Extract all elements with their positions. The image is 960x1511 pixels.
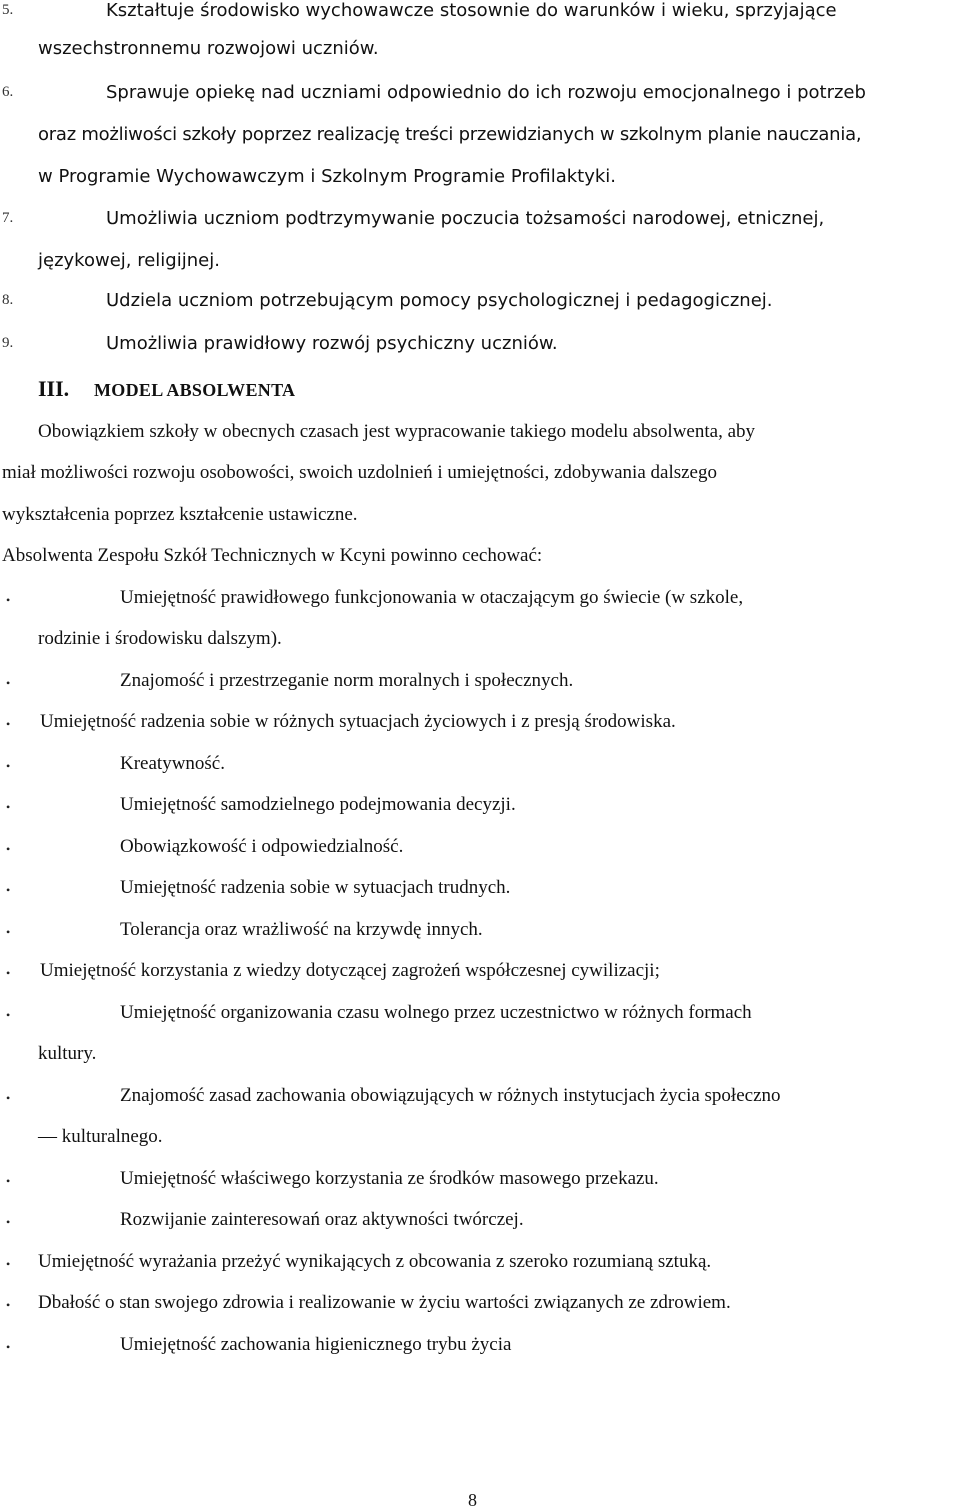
bullet-icon: • bbox=[6, 966, 11, 980]
list-item-line: wszechstronnemu rozwojowi uczniów. bbox=[38, 38, 379, 59]
list-item-line: Kształtuje środowisko wychowawcze stosownie do warunków i wieku, sprzyjające bbox=[106, 0, 837, 21]
bullet-icon: • bbox=[6, 1215, 11, 1229]
bullet-icon: • bbox=[6, 1298, 11, 1312]
bullet-icon: • bbox=[6, 1091, 11, 1105]
page-number: 8 bbox=[468, 1490, 477, 1510]
bullet-item-line: Znajomość zasad zachowania obowiązujących w różnych instytucjach życia społeczno bbox=[120, 1085, 781, 1106]
bullet-icon: • bbox=[6, 717, 11, 731]
list-item-line: Umożliwia uczniom podtrzymywanie poczucia tożsamości narodowej, etnicznej, bbox=[106, 208, 825, 229]
paragraph-line: wykształcenia poprzez kształcenie ustawiczne. bbox=[2, 504, 358, 525]
list-item-line: w Programie Wychowawczym i Szkolnym Programie Profilaktyki. bbox=[38, 166, 617, 187]
list-item-line: Sprawuje opiekę nad uczniami odpowiednio do ich rozwoju emocjonalnego i potrzeb bbox=[106, 82, 866, 103]
bullet-item-line: Znajomość i przestrzeganie norm moralnych i społecznych. bbox=[120, 670, 574, 691]
bullet-icon: • bbox=[6, 593, 11, 607]
bullet-item-line: Umiejętność radzenia sobie w sytuacjach trudnych. bbox=[120, 877, 511, 898]
list-item-line: Umożliwia prawidłowy rozwój psychiczny uczniów. bbox=[106, 333, 558, 354]
bullet-item-line: Rozwijanie zainteresowań oraz aktywności twórczej. bbox=[120, 1209, 524, 1230]
paragraph-line: miał możliwości rozwoju osobowości, swoich uzdolnień i umiejętności, zdobywania dalszego bbox=[2, 462, 717, 483]
list-number: 7. bbox=[2, 210, 14, 226]
bullet-icon: • bbox=[6, 1174, 11, 1188]
list-number: 9. bbox=[2, 335, 14, 351]
section-title: MODEL ABSOLWENTA bbox=[94, 380, 296, 400]
list-number: 6. bbox=[2, 84, 14, 100]
bullet-item-line: Umiejętność wyrażania przeżyć wynikających z obcowania z szeroko rozumianą sztuką. bbox=[38, 1251, 712, 1272]
bullet-item-line: Umiejętność radzenia sobie w różnych sytuacjach życiowych i z presją środowiska. bbox=[40, 711, 676, 732]
bullet-item-line: Umiejętność zachowania higienicznego trybu życia bbox=[120, 1334, 512, 1355]
bullet-icon: • bbox=[6, 1008, 11, 1022]
bullet-item-line: Obowiązkowość i odpowiedzialność. bbox=[120, 836, 404, 857]
list-item-line: oraz możliwości szkoły poprzez realizację treści przewidzianych w szkolnym planie nauczania, bbox=[38, 124, 862, 145]
bullet-item-line: Umiejętność właściwego korzystania ze środków masowego przekazu. bbox=[120, 1168, 659, 1189]
list-item-line: Udziela uczniom potrzebującym pomocy psychologicznej i pedagogicznej. bbox=[106, 290, 773, 311]
bullet-item-line: Umiejętność prawidłowego funkcjonowania w otaczającym go świecie (w szkole, bbox=[120, 587, 744, 608]
bullet-item-line: Umiejętność organizowania czasu wolnego przez uczestnictwo w różnych formach bbox=[120, 1002, 752, 1023]
paragraph-line: Obowiązkiem szkoły w obecnych czasach jest wypracowanie takiego modelu absolwenta, aby bbox=[38, 421, 755, 442]
bullet-item-line: — kulturalnego. bbox=[38, 1126, 163, 1147]
bullet-icon: • bbox=[6, 759, 11, 773]
bullet-icon: • bbox=[6, 1257, 11, 1271]
bullet-icon: • bbox=[6, 842, 11, 856]
bullet-icon: • bbox=[6, 925, 11, 939]
bullet-item-line: Umiejętność samodzielnego podejmowania decyzji. bbox=[120, 794, 516, 815]
bullet-icon: • bbox=[6, 800, 11, 814]
bullet-item-line: Tolerancja oraz wrażliwość na krzywdę innych. bbox=[120, 919, 483, 940]
bullet-item-line: Dbałość o stan swojego zdrowia i realizowanie w życiu wartości związanych ze zdrowiem. bbox=[38, 1292, 731, 1313]
bullet-icon: • bbox=[6, 1340, 11, 1354]
section-number: III. bbox=[38, 376, 70, 401]
bullet-item-line: Kreatywność. bbox=[120, 753, 225, 774]
list-number: 8. bbox=[2, 292, 14, 308]
bullet-item-line: Umiejętność korzystania z wiedzy dotyczącej zagrożeń współczesnej cywilizacji; bbox=[40, 960, 660, 981]
paragraph-line: Absolwenta Zespołu Szkół Technicznych w Kcyni powinno cechować: bbox=[2, 545, 543, 566]
bullet-icon: • bbox=[6, 883, 11, 897]
bullet-item-line: kultury. bbox=[38, 1043, 97, 1064]
list-item-line: językowej, religijnej. bbox=[38, 250, 220, 271]
list-number: 5. bbox=[2, 2, 14, 18]
bullet-item-line: rodzinie i środowisku dalszym). bbox=[38, 628, 282, 649]
bullet-icon: • bbox=[6, 676, 11, 690]
